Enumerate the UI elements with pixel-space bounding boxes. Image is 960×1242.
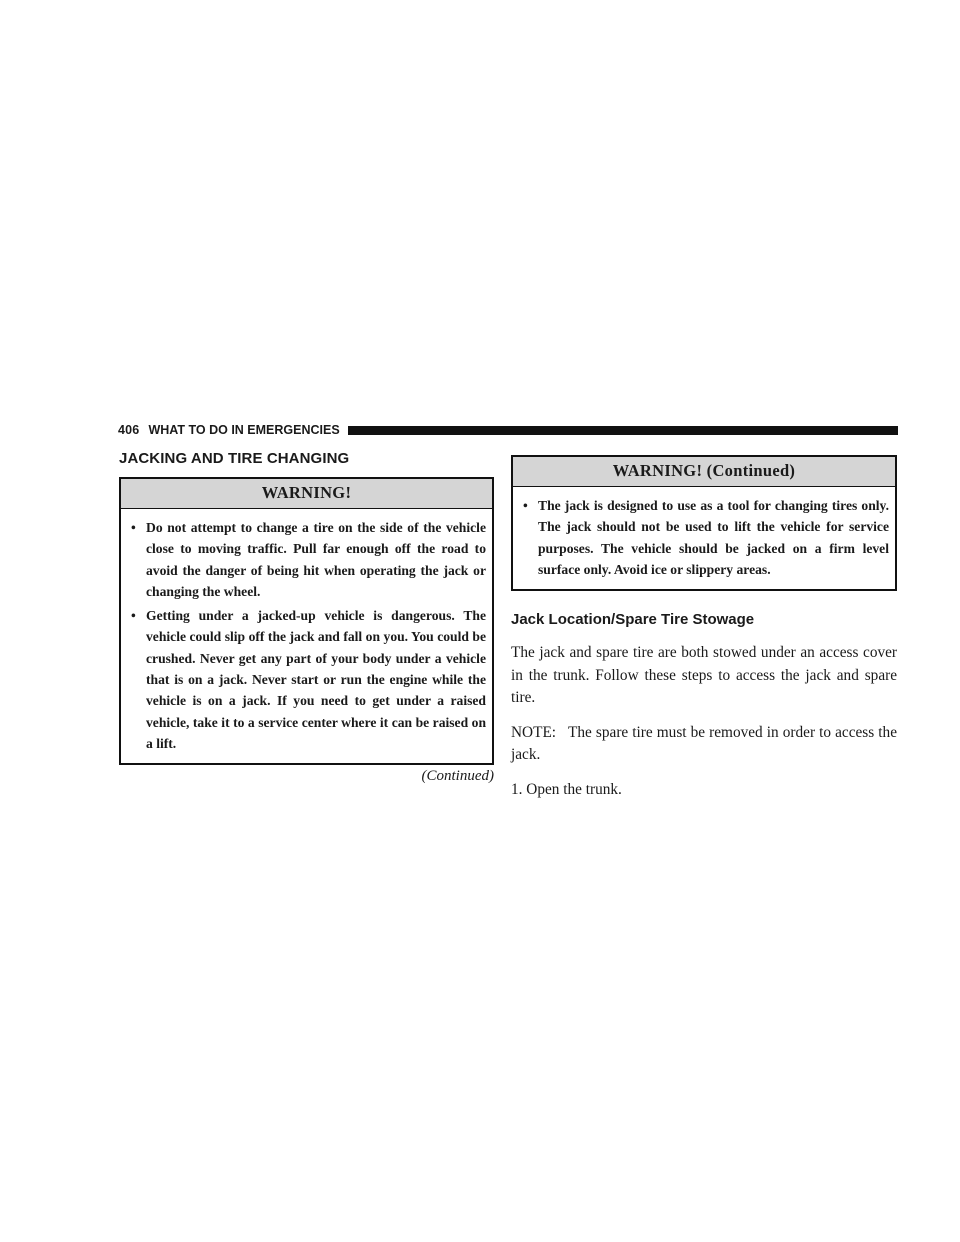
warning-item-text: The jack is designed to use as a tool for changing tires only. The jack should not be used to lift the vehicle for service purposes. The vehicle should be jacked on a firm level surface only. Avoid ice or slippery areas. [538,498,889,577]
bullet-icon: • [131,520,136,535]
note-paragraph [511,722,897,767]
warning-box [119,477,494,765]
jacking-title: JACKING AND TIRE CHANGING [119,450,350,467]
page-number: 406 [118,423,140,437]
note-text: The spare tire must be removed in order to access the jack. [511,723,897,764]
page-header [118,421,898,439]
warning-heading: WARNING! [121,479,492,509]
bullet-icon: • [523,498,528,513]
jack-location-subheading: Jack Location/Spare Tire Stowage [511,611,755,629]
warning-list [121,509,492,763]
warning-continued-heading: WARNING! (Continued) [513,457,895,487]
warning-item [127,517,486,602]
right-column [511,455,897,813]
bullet-icon: • [131,608,136,624]
warning-continued-list [513,487,895,589]
step-1: 1. Open the trunk. [511,780,622,798]
left-column [119,450,494,785]
warning-continued-box [511,455,897,591]
section-title: WHAT TO DO IN EMERGENCIES [148,423,340,437]
note-label: NOTE: [511,723,557,741]
stowage-paragraph: The jack and spare tire are both stowed under an access cover in the trunk. Follow these steps to access the jack and spare tire. [511,644,897,707]
continued-label: (Continued) [421,768,494,785]
header-rule [348,426,898,435]
warning-item [127,605,486,754]
warning-item [519,495,889,580]
warning-item-text: Do not attempt to change a tire on the side of the vehicle close to moving traffic. Pull far enough off the road to avoid the danger of being hit when operating the jack or changing the wheel. [146,520,486,599]
warning-item-text: Getting under a jacked-up vehicle is dangerous. The vehicle could slip off the jack and fall on you. You could be crushed. Never get any part of your body under a vehicle that is on a jack. Never start or run the engine while the vehicle is on a jack. If you need to get under a raised vehicle, take it to a service center where it can be raised on a lift. [146,608,486,751]
